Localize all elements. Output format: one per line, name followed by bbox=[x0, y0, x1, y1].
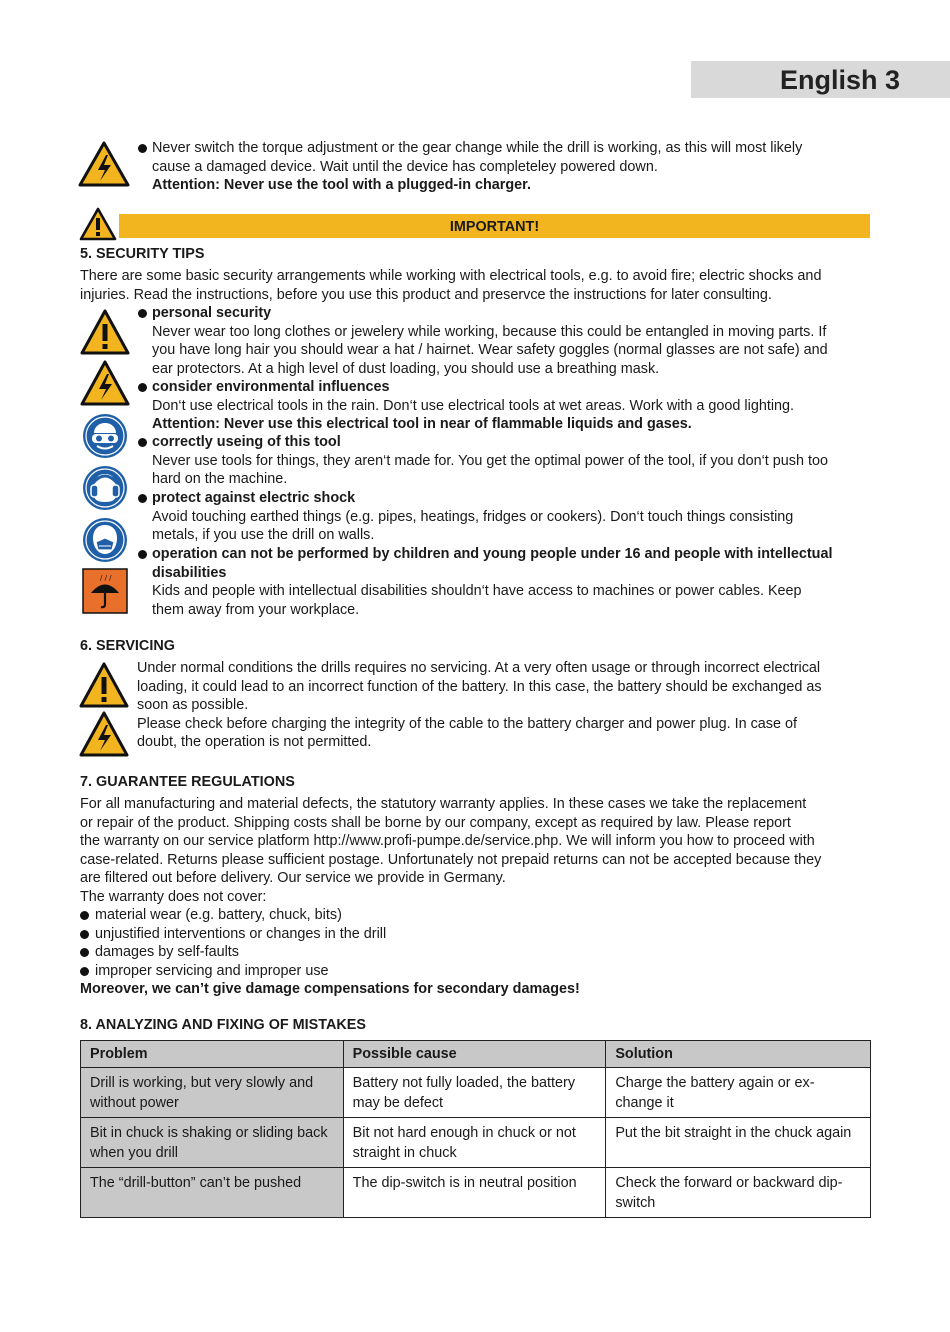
security-item-title-cont: disabilities bbox=[152, 564, 227, 581]
warning-icon bbox=[80, 309, 130, 355]
section-7-body bbox=[80, 795, 880, 999]
security-item-title: personal security bbox=[152, 305, 272, 321]
warranty-exclusion-text: improper servicing and improper use bbox=[95, 962, 329, 979]
section-7-heading: 7. GUARANTEE REGULATIONS bbox=[80, 774, 295, 790]
warranty-exclusion-item bbox=[80, 925, 880, 944]
ear-protection-icon bbox=[82, 465, 128, 511]
table-row bbox=[81, 1168, 871, 1218]
table-cell: The dip-switch is in neutral position bbox=[343, 1168, 606, 1218]
section-6-body bbox=[137, 659, 877, 752]
table-cell: Drill is working, but very slowly and without power bbox=[81, 1068, 344, 1118]
security-item-title: correctly useing of this tool bbox=[152, 434, 341, 450]
security-item-text: you have long hair you should wear a hat / hairnet. Wear safety goggles (normal glasses are not safe) and bbox=[152, 342, 828, 358]
section-6-heading: 6. SERVICING bbox=[80, 638, 175, 654]
intro-line-1: Never switch the torque adjustment or the gear change while the drill is working, as this will most likely bbox=[152, 140, 803, 156]
warranty-exclusion-text: material wear (e.g. battery, chuck, bits) bbox=[95, 907, 342, 923]
table-cell: Bit not hard enough in chuck or not straight in chuck bbox=[343, 1118, 606, 1168]
page-header-tab bbox=[691, 61, 950, 98]
security-item-title: protect against electric shock bbox=[152, 490, 356, 506]
security-item-electric-shock bbox=[136, 489, 876, 545]
section-7-line: are filtered out before delivery. Our service we provide in Germany. bbox=[80, 870, 506, 886]
security-item-correct-use bbox=[136, 433, 876, 489]
column-header-problem: Problem bbox=[81, 1041, 344, 1068]
table-cell: The “drill-button” can’t be pushed bbox=[81, 1168, 344, 1218]
warranty-exclusion-item bbox=[80, 906, 880, 925]
table-cell: Bit in chuck is shaking or sliding back when you drill bbox=[81, 1118, 344, 1168]
intro-bullet bbox=[136, 139, 876, 195]
section-7-line: For all manufacturing and material defects, the statutory warranty applies. In these cases we take the replacement bbox=[80, 796, 807, 812]
section-5-intro-line-2: injuries. Read the instructions, before you use this product and preservce the instructions for later consulting. bbox=[80, 286, 772, 303]
troubleshooting-table bbox=[80, 1040, 871, 1218]
column-header-cause: Possible cause bbox=[343, 1041, 606, 1068]
table-cell: Charge the battery again or ex-change it bbox=[606, 1068, 871, 1118]
column-header-solution: Solution bbox=[606, 1041, 871, 1068]
intro-line-2: cause a damaged device. Wait until the device has completeley powered down. bbox=[152, 158, 658, 175]
important-banner: IMPORTANT! bbox=[119, 214, 870, 238]
security-item-text: Don‘t use electrical tools in the rain. Don‘t use electrical tools at wet areas. Work with a good lighting. bbox=[152, 397, 795, 414]
electric-hazard-icon bbox=[80, 360, 130, 406]
section-6-line: doubt, the operation is not permitted. bbox=[137, 734, 372, 750]
security-item-title: operation can not be performed by children and young people under 16 and people with intellectual bbox=[152, 546, 833, 562]
table-header-row bbox=[81, 1041, 871, 1068]
section-5-intro bbox=[80, 267, 880, 304]
svg-text:/ / /: / / / bbox=[100, 574, 112, 582]
keep-dry-icon bbox=[82, 568, 128, 614]
security-item-children bbox=[136, 545, 876, 619]
security-item-environment bbox=[136, 378, 876, 434]
warranty-exclusion-item bbox=[80, 962, 880, 981]
electric-hazard-icon bbox=[79, 711, 129, 757]
intro-attention: Attention: Never use the tool with a plugged-in charger. bbox=[152, 177, 531, 193]
security-item-text: Kids and people with intellectual disabilities shouldn‘t have access to machines or power cables. Keep bbox=[152, 583, 802, 599]
table-row bbox=[81, 1118, 871, 1168]
warning-icon bbox=[79, 207, 117, 241]
security-item-text: Never wear too long clothes or jewelery while working, because this could be entangled in moving parts. If bbox=[152, 323, 827, 340]
section-7-closing: Moreover, we can’t give damage compensations for secondary damages! bbox=[80, 981, 580, 997]
safety-goggles-icon bbox=[82, 413, 128, 459]
section-6-line: soon as possible. bbox=[137, 697, 249, 713]
section-5-intro-line-1: There are some basic security arrangements while working with electrical tools, e.g. to avoid fire; electric shocks and bbox=[80, 268, 822, 284]
page-header-label: English 3 bbox=[779, 65, 900, 95]
section-6-line: Please check before charging the integrity of the cable to the battery charger and power plug. In case of bbox=[137, 715, 797, 732]
section-8-heading: 8. ANALYZING AND FIXING OF MISTAKES bbox=[80, 1017, 366, 1033]
security-item-title: consider environmental influences bbox=[152, 379, 390, 395]
section-7-line: the warranty on our service platform http://www.profi-pumpe.de/service.php. We will inform you how to proceed with bbox=[80, 833, 815, 849]
security-item-text: them away from your workplace. bbox=[152, 601, 360, 618]
section-7-line: case-related. Returns please sufficient postage. Unfortunately not prepaid returns can not be accepted because they bbox=[80, 851, 822, 868]
security-item-text: metals, if you use the drill on walls. bbox=[152, 527, 375, 543]
security-item-personal bbox=[136, 304, 876, 378]
security-item-text: Never use tools for things, they aren‘t made for. You get the optimal power of the tool, if you don‘t push too bbox=[152, 452, 828, 469]
section-7-line: The warranty does not cover: bbox=[80, 888, 267, 905]
security-item-text: Avoid touching earthed things (e.g. pipes, heatings, fridges or cookers). Don‘t touch things consisting bbox=[152, 508, 794, 525]
section-6-line: loading, it could lead to an incorrect function of the battery. In this case, the battery should be exchanged as bbox=[137, 678, 822, 695]
section-5-heading: 5. SECURITY TIPS bbox=[80, 246, 205, 262]
breathing-mask-icon bbox=[82, 517, 128, 563]
table-cell: Battery not fully loaded, the battery may be defect bbox=[343, 1068, 606, 1118]
table-cell: Put the bit straight in the chuck again bbox=[606, 1118, 871, 1168]
security-item-attention: Attention: Never use this electrical tool in near of flammable liquids and gases. bbox=[152, 416, 692, 432]
table-row bbox=[81, 1068, 871, 1118]
warranty-exclusion-item bbox=[80, 943, 880, 962]
section-7-line: or repair of the product. Shipping costs shall be borne by our company, except as required by law. Please report bbox=[80, 814, 791, 831]
warning-icon bbox=[79, 662, 129, 708]
warranty-exclusion-text: unjustified interventions or changes in the drill bbox=[95, 925, 387, 942]
section-6-line: Under normal conditions the drills requires no servicing. At a very often usage or through incorrect electrical bbox=[137, 660, 821, 676]
security-item-text: hard on the machine. bbox=[152, 471, 288, 487]
electric-hazard-icon bbox=[78, 141, 130, 187]
table-cell: Check the forward or backward dip-switch bbox=[606, 1168, 871, 1218]
security-item-text: ear protectors. At a high level of dust loading, you should use a breathing mask. bbox=[152, 360, 660, 377]
warranty-exclusion-text: damages by self-faults bbox=[95, 944, 239, 960]
